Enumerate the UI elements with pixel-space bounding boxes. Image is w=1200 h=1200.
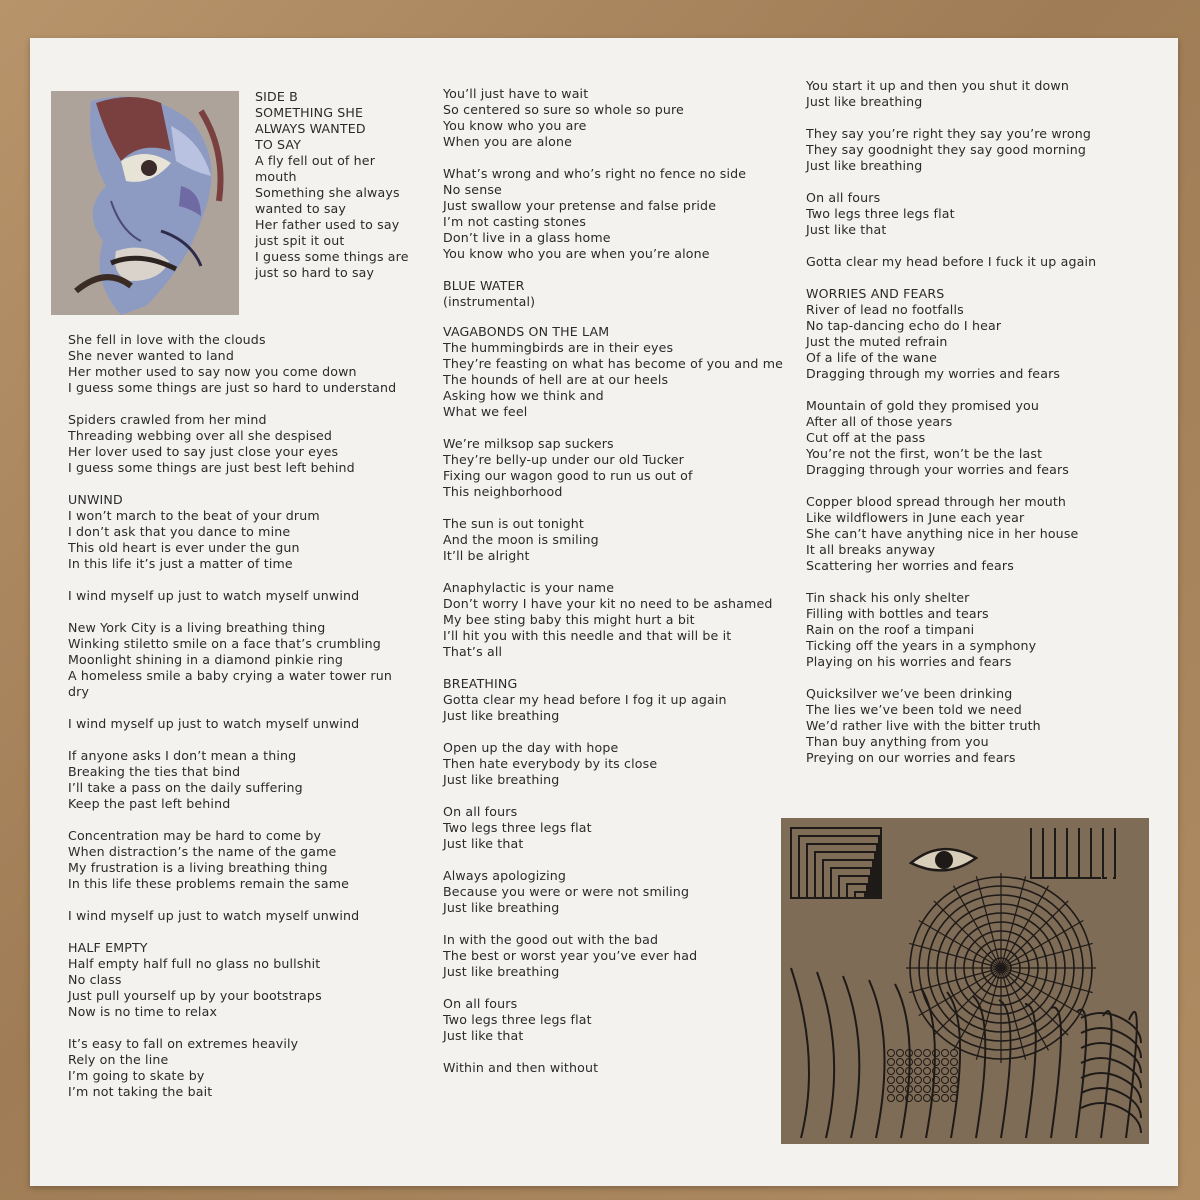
lyric-line: Threading webbing over all she despised bbox=[68, 428, 333, 443]
lyric-line: just spit it out bbox=[255, 233, 345, 248]
lyric-line: That’s all bbox=[443, 644, 503, 659]
maze-drawing-artwork bbox=[781, 818, 1149, 1144]
stanza bbox=[443, 86, 803, 150]
lyric-line: It’ll be alright bbox=[443, 548, 530, 563]
song-vagabonds-on-the-lam bbox=[443, 340, 803, 660]
lyric-line: Gotta clear my head before I fog it up again bbox=[443, 692, 727, 707]
lyric-line: After all of those years bbox=[806, 414, 953, 429]
lyric-line: New York City is a living breathing thing bbox=[68, 620, 326, 635]
lyric-line: We’re milksop sap suckers bbox=[443, 436, 614, 451]
stanza bbox=[68, 508, 413, 572]
lyric-line: She fell in love with the clouds bbox=[68, 332, 266, 347]
lyric-line: This old heart is ever under the gun bbox=[68, 540, 300, 555]
lyric-line: On all fours bbox=[443, 804, 518, 819]
stanza bbox=[443, 868, 803, 916]
lyric-line: Just like that bbox=[443, 1028, 524, 1043]
stanza bbox=[443, 932, 803, 980]
stanza bbox=[806, 398, 1146, 478]
lyric-line: You know who you are when you’re alone bbox=[443, 246, 710, 261]
stanza bbox=[443, 692, 803, 724]
lyric-line: It all breaks anyway bbox=[806, 542, 936, 557]
song-intro bbox=[255, 153, 415, 281]
lyric-line: She can’t have anything nice in her house bbox=[806, 526, 1079, 541]
lyric-line: Half empty half full no glass no bullshit bbox=[68, 956, 321, 971]
stanza bbox=[806, 302, 1146, 382]
song-title-line: ALWAYS WANTED bbox=[255, 121, 366, 136]
lyric-line: I guess some things are just best left behind bbox=[68, 460, 355, 475]
lyric-line: Preying on our worries and fears bbox=[806, 750, 1016, 765]
song-half-empty-part1 bbox=[68, 956, 413, 1100]
stanza bbox=[443, 740, 803, 788]
lyric-line: Of a life of the wane bbox=[806, 350, 937, 365]
lyric-line: I guess some things are bbox=[255, 249, 409, 264]
lyric-line: Keep the past left behind bbox=[68, 796, 231, 811]
lyric-line: On all fours bbox=[806, 190, 881, 205]
lyric-line: Something she always bbox=[255, 185, 400, 200]
lyric-line: In with the good out with the bad bbox=[443, 932, 659, 947]
lyric-line: The hummingbirds are in their eyes bbox=[443, 340, 674, 355]
stanza bbox=[806, 190, 1146, 238]
song-worries-and-fears bbox=[806, 302, 1146, 766]
lyric-line: Just like breathing bbox=[443, 964, 560, 979]
lyric-line: The hounds of hell are at our heels bbox=[443, 372, 669, 387]
stanza bbox=[68, 1036, 413, 1100]
lyric-line: Her lover used to say just close your eyes bbox=[68, 444, 339, 459]
lyric-line: Quicksilver we’ve been drinking bbox=[806, 686, 1013, 701]
lyric-line: Dragging through your worries and fears bbox=[806, 462, 1070, 477]
song-title-breathing: BREATHING bbox=[443, 676, 518, 691]
song-title-line: TO SAY bbox=[255, 137, 302, 152]
lyric-line: Just like that bbox=[806, 222, 887, 237]
lyric-line: Fixing our wagon good to run us out of bbox=[443, 468, 693, 483]
lyric-line: Because you were or were not smiling bbox=[443, 884, 690, 899]
lyric-line: Then hate everybody by its close bbox=[443, 756, 658, 771]
lyric-line: Tin shack his only shelter bbox=[806, 590, 970, 605]
lyric-line: A homeless smile a baby crying a water tower run dry bbox=[68, 668, 393, 699]
lyric-line: The best or worst year you’ve ever had bbox=[443, 948, 698, 963]
lyrics-column-3 bbox=[806, 78, 1146, 782]
stanza bbox=[443, 804, 803, 852]
stanza bbox=[443, 340, 803, 420]
lyric-line: In this life these problems remain the same bbox=[68, 876, 350, 891]
lyric-line: Dragging through my worries and fears bbox=[806, 366, 1061, 381]
stanza bbox=[68, 588, 413, 604]
lyric-line: Rely on the line bbox=[68, 1052, 169, 1067]
lyric-line: I’m going to skate by bbox=[68, 1068, 205, 1083]
lyric-line: Just the muted refrain bbox=[806, 334, 948, 349]
lyric-line: Mountain of gold they promised you bbox=[806, 398, 1040, 413]
lyric-line: So centered so sure so whole so pure bbox=[443, 102, 684, 117]
lyric-line: Her father used to say bbox=[255, 217, 400, 232]
stanza bbox=[443, 996, 803, 1044]
song-unwind bbox=[68, 508, 413, 924]
lyric-line: just so hard to say bbox=[255, 265, 375, 280]
lyric-line: wanted to say bbox=[255, 201, 347, 216]
lyric-line: I don’t ask that you dance to mine bbox=[68, 524, 291, 539]
lyric-line: Like wildflowers in June each year bbox=[806, 510, 1025, 525]
lyric-line: Her mother used to say now you come down bbox=[68, 364, 357, 379]
lyric-line: Winking stiletto smile on a face that’s crumbling bbox=[68, 636, 381, 651]
lyric-line: They say you’re right they say you’re wrong bbox=[806, 126, 1091, 141]
stanza bbox=[68, 828, 413, 892]
lyrics-column-2 bbox=[443, 86, 803, 1092]
lyric-line: My frustration is a living breathing thing bbox=[68, 860, 328, 875]
maze-stroke bbox=[935, 851, 953, 869]
lyric-line: They say goodnight they say good morning bbox=[806, 142, 1087, 157]
song-breathing-part2 bbox=[806, 78, 1146, 270]
lyric-line: What’s wrong and who’s right no fence no side bbox=[443, 166, 747, 181]
stanza bbox=[806, 126, 1146, 174]
stanza bbox=[443, 580, 803, 660]
song-half-empty-part2 bbox=[443, 86, 803, 262]
lyric-line: It’s easy to fall on extremes heavily bbox=[68, 1036, 299, 1051]
lyric-line: I wind myself up just to watch myself unwind bbox=[68, 588, 360, 603]
lyric-sheet bbox=[30, 38, 1178, 1186]
stanza bbox=[68, 620, 413, 700]
lyric-line: When distraction’s the name of the game bbox=[68, 844, 337, 859]
stanza bbox=[806, 590, 1146, 670]
lyric-line: Spiders crawled from her mind bbox=[68, 412, 267, 427]
lyric-line: Two legs three legs flat bbox=[443, 1012, 592, 1027]
song-title-blue-water: BLUE WATER bbox=[443, 278, 525, 293]
lyric-line: Copper blood spread through her mouth bbox=[806, 494, 1067, 509]
side-b-header bbox=[255, 89, 415, 281]
stanza bbox=[443, 516, 803, 564]
stanza bbox=[806, 686, 1146, 766]
lyric-line: Cut off at the pass bbox=[806, 430, 926, 445]
lyric-line: On all fours bbox=[443, 996, 518, 1011]
lyric-line: Just like breathing bbox=[443, 708, 560, 723]
lyric-line: Just swallow your pretense and false pride bbox=[443, 198, 717, 213]
lyric-line: Than buy anything from you bbox=[806, 734, 989, 749]
lyric-line: If anyone asks I don’t mean a thing bbox=[68, 748, 297, 763]
stanza bbox=[68, 908, 413, 924]
lyric-line: Anaphylactic is your name bbox=[443, 580, 615, 595]
stanza bbox=[68, 332, 413, 396]
lyric-line: No sense bbox=[443, 182, 502, 197]
lyric-line: Gotta clear my head before I fuck it up again bbox=[806, 254, 1097, 269]
lyric-line: Just like that bbox=[443, 836, 524, 851]
lyric-line: You’ll just have to wait bbox=[443, 86, 589, 101]
lyric-line: I wind myself up just to watch myself unwind bbox=[68, 716, 360, 731]
stanza bbox=[806, 78, 1146, 110]
lyric-line: I’ll hit you with this needle and that will be it bbox=[443, 628, 732, 643]
lyric-line: Just pull yourself up by your bootstraps bbox=[68, 988, 322, 1003]
song-title-vagabonds: VAGABONDS ON THE LAM bbox=[443, 324, 610, 339]
lyric-line: Rain on the roof a timpani bbox=[806, 622, 975, 637]
lyric-line: They’re feasting on what has become of you and me bbox=[443, 356, 784, 371]
lyric-line: They’re belly-up under our old Tucker bbox=[443, 452, 684, 467]
stanza bbox=[806, 254, 1146, 270]
song-breathing-part1 bbox=[443, 692, 803, 1076]
lyric-line: River of lead no footfalls bbox=[806, 302, 964, 317]
lyric-line: When you are alone bbox=[443, 134, 573, 149]
song-title-unwind: UNWIND bbox=[68, 492, 123, 507]
lyric-line: Two legs three legs flat bbox=[806, 206, 955, 221]
stanza bbox=[68, 748, 413, 812]
song-note-instrumental: (instrumental) bbox=[443, 294, 536, 309]
side-label: SIDE B bbox=[255, 89, 298, 104]
lyric-line: My bee sting baby this might hurt a bit bbox=[443, 612, 695, 627]
lyric-line: I’m not casting stones bbox=[443, 214, 587, 229]
lyric-line: Scattering her worries and fears bbox=[806, 558, 1014, 573]
lyric-line: What we feel bbox=[443, 404, 528, 419]
lyric-line: A fly fell out of her bbox=[255, 153, 376, 168]
stanza bbox=[68, 412, 413, 476]
lyric-line: Ticking off the years in a symphony bbox=[806, 638, 1037, 653]
lyric-line: And the moon is smiling bbox=[443, 532, 599, 547]
stanza bbox=[443, 436, 803, 500]
lyric-line: No class bbox=[68, 972, 122, 987]
stanza bbox=[443, 1060, 803, 1076]
song-something-she-always-wanted-to-say bbox=[68, 332, 413, 476]
lyric-line: You start it up and then you shut it down bbox=[806, 78, 1069, 93]
lyric-line: Don’t live in a glass home bbox=[443, 230, 611, 245]
lyric-line: Just like breathing bbox=[443, 772, 560, 787]
lyric-line: The sun is out tonight bbox=[443, 516, 584, 531]
lyric-line: Filling with bottles and tears bbox=[806, 606, 989, 621]
lyric-line: Just like breathing bbox=[806, 94, 923, 109]
song-title-line: SOMETHING SHE bbox=[255, 105, 364, 120]
lyric-line: This neighborhood bbox=[443, 484, 563, 499]
lyric-line: No tap-dancing echo do I hear bbox=[806, 318, 1002, 333]
lyric-line: Breaking the ties that bind bbox=[68, 764, 241, 779]
lyric-line: We’d rather live with the bitter truth bbox=[806, 718, 1041, 733]
lyric-line: Always apologizing bbox=[443, 868, 567, 883]
lyric-line: You’re not the first, won’t be the last bbox=[806, 446, 1043, 461]
lyric-line: mouth bbox=[255, 169, 297, 184]
stanza bbox=[68, 956, 413, 1020]
lyric-line: Asking how we think and bbox=[443, 388, 604, 403]
lyric-line: The lies we’ve been told we need bbox=[806, 702, 1022, 717]
lyric-line: I’ll take a pass on the daily suffering bbox=[68, 780, 303, 795]
lyric-line: You know who you are bbox=[443, 118, 587, 133]
song-title-worries-and-fears: WORRIES AND FEARS bbox=[806, 286, 945, 301]
stanza bbox=[806, 494, 1146, 574]
lyric-line: Just like breathing bbox=[806, 158, 923, 173]
lyric-line: In this life it’s just a matter of time bbox=[68, 556, 293, 571]
lyric-line: Moonlight shining in a diamond pinkie ring bbox=[68, 652, 344, 667]
face-painting-artwork bbox=[51, 91, 239, 315]
lyric-line: I won’t march to the beat of your drum bbox=[68, 508, 320, 523]
song-title-half-empty: HALF EMPTY bbox=[68, 940, 148, 955]
lyric-line: Playing on his worries and fears bbox=[806, 654, 1012, 669]
lyric-line: Just like breathing bbox=[443, 900, 560, 915]
lyric-line: Within and then without bbox=[443, 1060, 599, 1075]
lyrics-column-1 bbox=[68, 332, 413, 1116]
stanza bbox=[443, 166, 803, 262]
lyric-line: I wind myself up just to watch myself unwind bbox=[68, 908, 360, 923]
stanza bbox=[68, 716, 413, 732]
lyric-line: I guess some things are just so hard to understand bbox=[68, 380, 397, 395]
lyric-line: Don’t worry I have your kit no need to be ashamed bbox=[443, 596, 773, 611]
lyric-line: Concentration may be hard to come by bbox=[68, 828, 322, 843]
lyric-line: She never wanted to land bbox=[68, 348, 234, 363]
lyric-line: I’m not taking the bait bbox=[68, 1084, 213, 1099]
lyric-line: Two legs three legs flat bbox=[443, 820, 592, 835]
lyric-line: Open up the day with hope bbox=[443, 740, 619, 755]
lyric-line: Now is no time to relax bbox=[68, 1004, 218, 1019]
